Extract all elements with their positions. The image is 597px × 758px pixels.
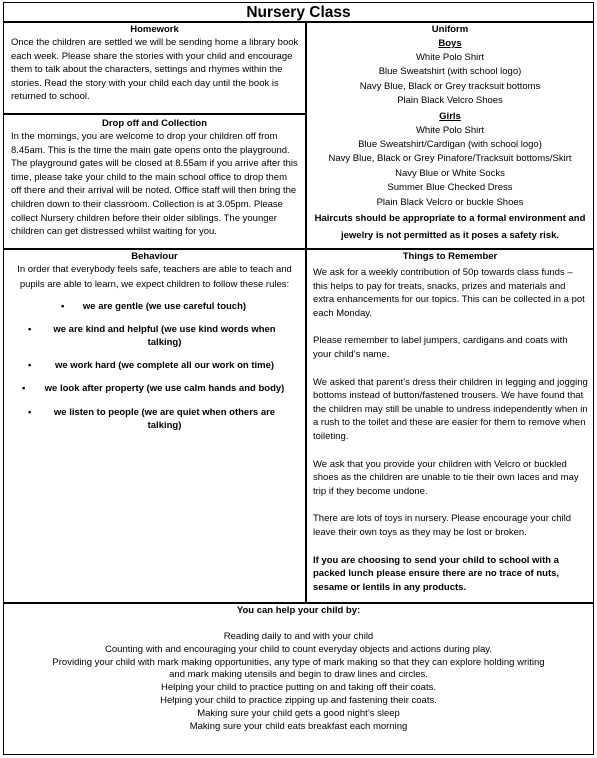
bullet-icon: •: [22, 383, 26, 395]
page-title: Nursery Class: [3, 2, 594, 22]
help-item: Helping your child to practice zipping up and fastening their coats.: [160, 694, 437, 706]
bullet-icon: •: [28, 323, 32, 335]
help-item: Helping your child to practice putting on and taking off their coats.: [161, 682, 436, 694]
help-heading: You can help your child by:: [236, 605, 361, 616]
boys-item: Blue Sweatshirt (with school logo): [378, 66, 522, 78]
girls-item: Summer Blue Checked Dress: [387, 182, 513, 194]
list-item: [4, 359, 305, 373]
things-section: [306, 249, 594, 603]
list-item: [4, 323, 305, 350]
help-item: Making sure your child gets a good night’s sleep: [197, 707, 400, 719]
girls-item: Blue Sweatshirt/Cardigan (with school logo): [358, 139, 542, 151]
boys-item: Navy Blue, Black or Grey tracksuit bottoms: [359, 80, 541, 92]
boys-heading: Boys: [438, 38, 462, 49]
rule-text: we are gentle (we use careful touch): [82, 300, 247, 312]
boys-item: Plain Black Velcro Shoes: [397, 95, 503, 107]
things-paragraph: There are lots of toys in nursery. Please encourage your child leave their own toys as they may be lost or broken.: [313, 513, 572, 538]
girls-item: Navy Blue, Black or Grey Pinafore/Tracksuit bottoms/Skirt: [328, 153, 572, 165]
dropoff-heading: Drop off and Collection: [101, 118, 208, 129]
help-item: Providing your child with mark making opportunities, any type of mark making so that they can explore holding writing and mark making utensils and begin to draw lines and circles.: [52, 656, 545, 681]
list-item: [4, 300, 305, 314]
rule-text: we listen to people (we are quiet when others are talking): [53, 406, 276, 432]
bullet-icon: •: [61, 300, 65, 312]
homework-heading: Homework: [130, 24, 179, 35]
help-item: Reading daily to and with your child: [223, 631, 374, 642]
homework-text: Once the children are settled we will be sending home a library book each week. Please share the stories with your child and encourage them to talk about the characters, settings and rhymes within the stories. Read the story with your child each day until the book is returned to school.: [11, 37, 299, 103]
girls-item: White Polo Shirt: [415, 124, 485, 136]
girls-item: Navy Blue or White Socks: [395, 167, 505, 179]
rule-text: we work hard (we complete all our work on time): [54, 360, 275, 372]
list-item: [4, 382, 305, 396]
behaviour-section: [3, 249, 306, 603]
things-paragraph: Please remember to label jumpers, cardigans and coats with your child’s name.: [313, 335, 568, 360]
girls-item: Plain Black Velcro or buckle Shoes: [376, 196, 524, 208]
dropoff-section: [3, 114, 306, 249]
things-heading: Things to Remember: [402, 251, 498, 262]
packed-lunch-note: If you are choosing to send your child to school with a packed lunch please ensure there are no trace of nuts, sesame or lentils in any products.: [313, 554, 560, 593]
things-paragraph: We ask for a weekly contribution of 50p towards class funds – this helps to pay for treats, snacks, prizes and materials and extra enhancements for our topics. This can be collected in a pot each Monday.: [313, 267, 585, 319]
behaviour-rules: [4, 300, 305, 433]
rule-text: we look after property (we use calm hands and body): [44, 383, 285, 395]
dropoff-text: In the mornings, you are welcome to drop your children off from 8.45am. This is the time the main gate opens onto the playground. The playground gates will be closed at 8.55am if you arrive after this time, please take your child to the main school office to drop them off there and their arrival will be noted. Office staff will then bring the children down to their classroom. Collection is at 3.05pm. Please collect Nursery children before their older siblings. The younger children can get distressed whilst waiting for you.: [11, 131, 298, 238]
bullet-icon: •: [28, 360, 32, 372]
things-paragraph: We asked that parent’s dress their children in legging and jogging bottoms instead of button/fastened trousers. We have found that the children may still be unable to undress independently when in a rush to the toilet and these are easier for them to remove when toileting.: [313, 376, 588, 442]
uniform-note: Haircuts should be appropriate to a formal environment and jewelry is not permitted as it poses a safety risk.: [314, 213, 586, 242]
homework-section: [3, 22, 306, 114]
help-section: [3, 603, 594, 755]
rule-text: we are kind and helpful (we use kind words when talking): [53, 323, 276, 349]
help-item: Counting with and encouraging your child to count everyday objects and actions during play.: [105, 643, 492, 655]
girls-heading: Girls: [439, 110, 461, 122]
behaviour-heading: Behaviour: [131, 251, 178, 262]
boys-item: White Polo Shirt: [415, 52, 485, 63]
uniform-heading: Uniform: [431, 24, 469, 35]
help-item: Making sure your child eats breakfast each morning: [189, 720, 408, 732]
list-item: [4, 406, 305, 433]
things-paragraph: We ask that you provide your children with Velcro or buckled shoes as the children are unable to tie their own laces and may trip if they become undone.: [313, 458, 579, 497]
bullet-icon: •: [28, 406, 32, 418]
behaviour-intro: In order that everybody feels safe, teachers are able to teach and pupils are able to learn, we expect children to follow these rules:: [17, 264, 292, 290]
uniform-section: [306, 22, 594, 249]
